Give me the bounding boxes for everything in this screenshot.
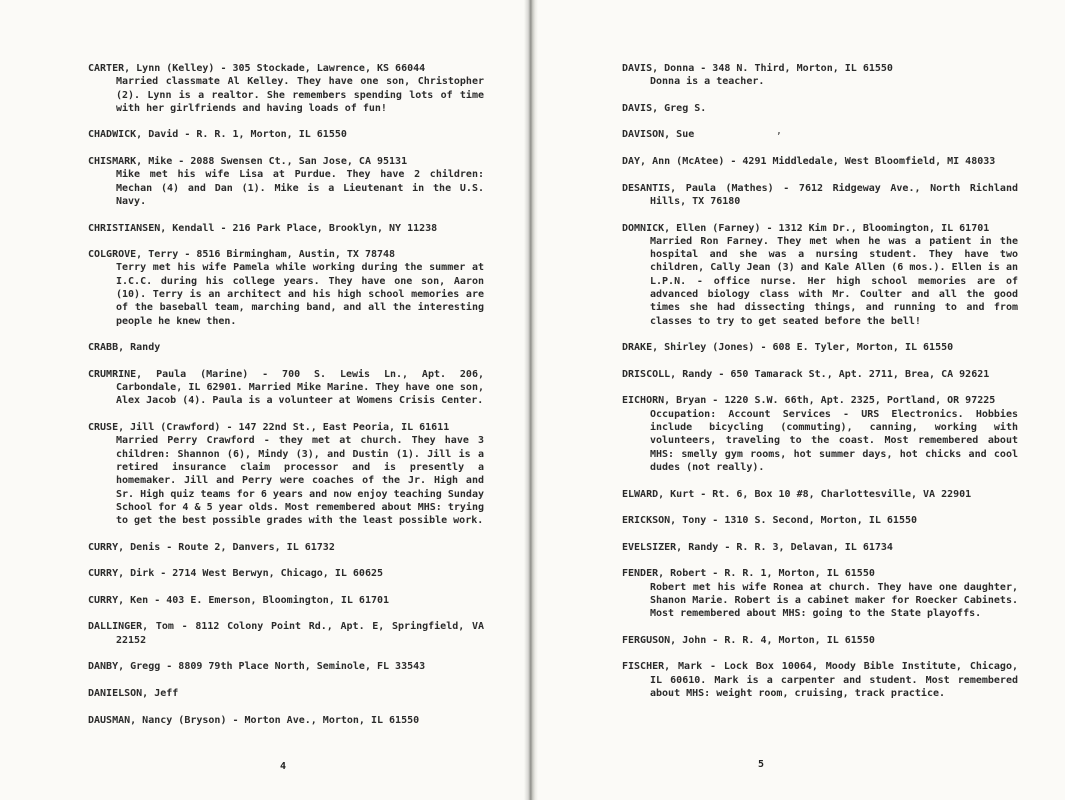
directory-entry [88, 368, 484, 408]
page-number-right: 5 [758, 759, 765, 770]
entry-name: DAVISON, Sue [622, 129, 695, 141]
entry-details: Terry met his wife Pamela while working during the summer at I.C.C. during his college years. They have one son, Aaron (10). Terry is an architect and his high school memories are of the baseball team, marching band, and all the interesting people he knew then. [116, 262, 484, 327]
directory-entry [88, 62, 484, 115]
entry-details: Occupation: Account Services - URS Electronics. Hobbies include bicycling (commuting), canning, working with volunteers, traveling to the coast. Most remembered about MHS: smelly gym rooms, hot summer days, hot chicks and cool dudes (not really). [650, 408, 1018, 473]
directory-entry [88, 248, 484, 328]
directory-entry [88, 567, 484, 580]
entry-details: Married Perry Crawford - they met at church. They have 3 children: Shannon (6), Mindy (3), and Dustin (1). Jill is a retired insurance claim processor and is presently a homemaker. Jill and Perry were coaches of the Jr. High and Sr. High quiz teams for 6 years and now enjoy teaching Sunday School for 4 & 5 year olds. Most remembered about MHS: trying to get the best possible grades with the least possible work. [116, 435, 484, 527]
directory-entry [88, 660, 484, 673]
entry-name: FISCHER, Mark - Lock Box 10064, Moody Bible Institute, Chicago, IL 60610. Mark is a carpenter and student. Most remembered about MHS: weight room, cruising, track practice. [622, 661, 1018, 699]
entry-name: EICHORN, Bryan - 1220 S.W. 66th, Apt. 2325, Portland, OR 97225 [622, 395, 996, 407]
entry-name: ELWARD, Kurt - Rt. 6, Box 10 #8, Charlottesville, VA 22901 [622, 488, 972, 500]
entry-name: CURRY, Ken - 403 E. Emerson, Bloomington, IL 61701 [88, 594, 390, 606]
directory-entry [88, 128, 484, 141]
directory-entry [88, 594, 484, 607]
directory-entry [622, 368, 1018, 381]
entry-name: FENDER, Robert - R. R. 1, Morton, IL 61550 [622, 568, 875, 580]
directory-entry [88, 222, 484, 235]
scan-artifact-speck: ’ [776, 132, 782, 142]
entry-name: EVELSIZER, Randy - R. R. 3, Delavan, IL 61734 [622, 541, 893, 553]
entry-name: DAVIS, Donna - 348 N. Third, Morton, IL 61550 [622, 63, 893, 74]
entry-name: CHISMARK, Mike - 2088 Swensen Ct., San Jose, CA 95131 [88, 156, 408, 168]
directory-entry [88, 714, 484, 727]
entry-name: CHRISTIANSEN, Kendall - 216 Park Place, Brooklyn, NY 11238 [88, 222, 438, 234]
entry-name: COLGROVE, Terry - 8516 Birmingham, Austin, TX 78748 [88, 249, 396, 261]
entry-name: DRISCOLL, Randy - 650 Tamarack St., Apt. 2711, Brea, CA 92621 [622, 368, 990, 380]
entry-name: ERICKSON, Tony - 1310 S. Second, Morton, IL 61550 [622, 515, 918, 527]
entry-details: Married Ron Farney. They met when he was a patient in the hospital and she was a nursing student. They have two children, Cally Jean (3) and Kale Allen (6 mos.). Ellen is an L.P.N. - office nurse. Her high school memories are of advanced biology class with Mr. Coulter and all the good times she had dissecting things, and running to and from classes to try to get seated before the bell! [650, 235, 1018, 327]
directory-entry [622, 155, 1018, 168]
entry-name: DOMNICK, Ellen (Farney) - 1312 Kim Dr., Bloomington, IL 61701 [622, 222, 990, 234]
entry-name: DAY, Ann (McAtee) - 4291 Middledale, West Bloomfield, MI 48033 [622, 156, 996, 168]
entry-name: CARTER, Lynn (Kelley) - 305 Stockade, Lawrence, KS 66044 [88, 63, 426, 74]
directory-entry [88, 687, 484, 700]
directory-entry [622, 128, 1018, 141]
entry-name: CHADWICK, David - R. R. 1, Morton, IL 61550 [88, 129, 347, 141]
directory-entry [622, 634, 1018, 647]
entry-details: Married classmate Al Kelley. They have one son, Christopher (2). Lynn is a realtor. She remembers spending lots of time with her girlfriends and having loads of fun! [116, 76, 484, 114]
entry-name: CURRY, Dirk - 2714 West Berwyn, Chicago, IL 60625 [88, 568, 384, 580]
directory-entry [622, 660, 1018, 700]
directory-entry [622, 341, 1018, 354]
entry-name: DALLINGER, Tom - 8112 Colony Point Rd., Apt. E, Springfield, VA 22152 [88, 621, 484, 646]
directory-entry [622, 488, 1018, 501]
directory-entry [88, 541, 484, 554]
directory-entry [622, 182, 1018, 209]
directory-entry [622, 541, 1018, 554]
directory-entry [622, 222, 1018, 328]
entry-name: DAVIS, Greg S. [622, 102, 707, 114]
entry-name: CRUMRINE, Paula (Marine) - 700 S. Lewis Ln., Apt. 206, Carbondale, IL 62901. Married Mike Marine. They have one son, Alex Jacob (4). Paula is a volunteer at Womens Crisis Center. [88, 368, 484, 407]
directory-entry [622, 62, 1018, 89]
entry-name: DANIELSON, Jeff [88, 687, 179, 699]
entry-details: Donna is a teacher. [650, 76, 765, 88]
directory-entry [88, 341, 484, 354]
directory-entry [88, 155, 484, 208]
directory-entry [88, 620, 484, 647]
directory-entry [88, 421, 484, 527]
directory-entry [622, 514, 1018, 527]
entry-name: CRABB, Randy [88, 342, 161, 354]
entry-details: Robert met his wife Ronea at church. They have one daughter, Shanon Marie. Robert is a cabinet maker for Roecker Cabinets. Most remembered about MHS: going to the State playoffs. [650, 581, 1018, 620]
directory-entry [622, 102, 1018, 115]
entry-name: FERGUSON, John - R. R. 4, Morton, IL 61550 [622, 634, 875, 646]
entry-name: DANBY, Gregg - 8809 79th Place North, Seminole, FL 33543 [88, 661, 426, 673]
entry-name: DRAKE, Shirley (Jones) - 608 E. Tyler, Morton, IL 61550 [622, 342, 954, 354]
page-number-left: 4 [280, 761, 287, 772]
directory-entry [622, 567, 1018, 620]
entry-name: DESANTIS, Paula (Mathes) - 7612 Ridgeway Ave., North Richland Hills, TX 76180 [622, 182, 1018, 207]
entry-details: Mike met his wife Lisa at Purdue. They have 2 children: Mechan (4) and Dan (1). Mike is a Lieutenant in the U.S. Navy. [116, 169, 484, 207]
directory-entry [622, 394, 1018, 474]
page-4 [88, 62, 484, 740]
book-spine-seam [524, 0, 538, 800]
entry-name: CURRY, Denis - Route 2, Danvers, IL 61732 [88, 541, 335, 553]
entry-name: CRUSE, Jill (Crawford) - 147 22nd St., East Peoria, IL 61611 [88, 422, 450, 434]
entry-name: DAUSMAN, Nancy (Bryson) - Morton Ave., Morton, IL 61550 [88, 714, 420, 726]
page-5 [622, 62, 1018, 714]
